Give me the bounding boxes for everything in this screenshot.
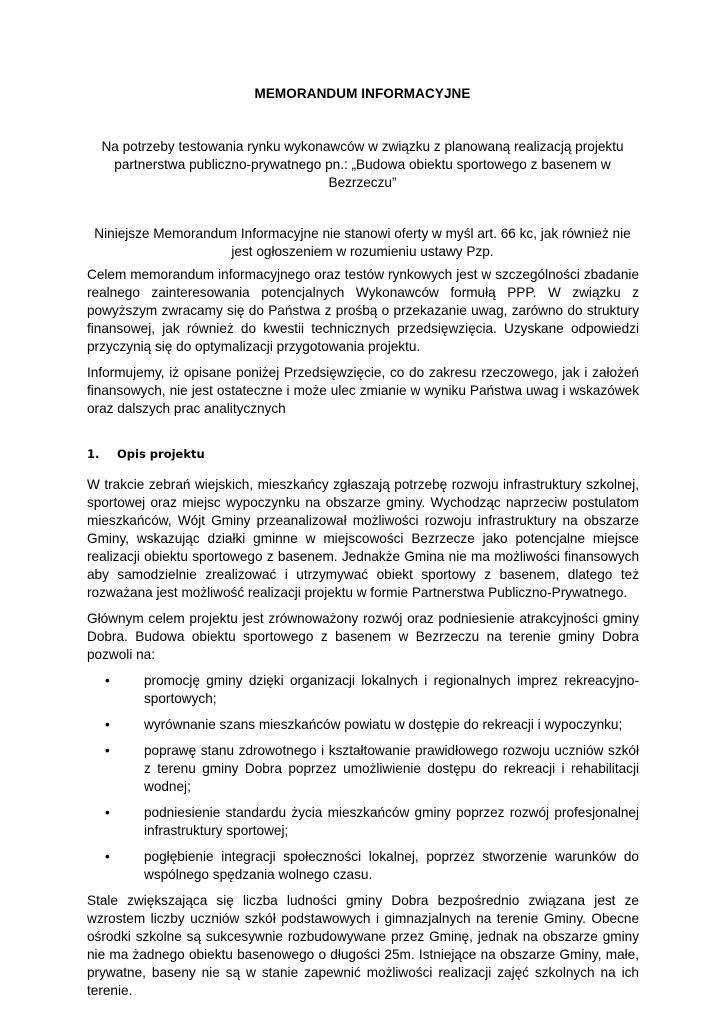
- section-paragraph: Stale zwiększająca się liczba ludności gminy Dobra bezpośrednio związana jest ze wzrostem liczby uczniów szkół podstawowych i gimnazjalnych na terenie Gminy. Obecne ośrodki szkolne są sukcesywnie rozbudowywane przez Gminę, jednak na obszarze gminy nie ma żadnego obiektu basenowego o długości 25m. Istniejące na obszarze Gminy, małe, prywatne, baseny nie są w stanie zapewnić możliwości realizacji zajęć szkolnych na ich terenie.: [87, 893, 639, 998]
- section-paragraph: W trakcie zebrań wiejskich, mieszkańcy zgłaszają potrzebę rozwoju infrastruktury szkolnej, sportowej oraz miejsc wypoczynku na obszarze gminy. Wychodząc naprzeciw postulatom mieszkańców, Wójt Gminy przeanalizował możliwości rozwoju infrastruktury na obszarze Gminy, wskazując działki gminne w miejscowości Bezrzecze jako potencjalne miejsce realizacji obiektu sportowego z basenem. Jednakże Gmina nie ma możliwości finansowych aby samodzielnie zrealizować i utrzymywać obiekt sportowy z basenem, dlatego też rozważana jest możliwość realizacji projektu w formie Partnerstwa Publiczno-Prywatnego.: [87, 477, 639, 600]
- intro-paragraph: Celem memorandum informacyjnego oraz testów rynkowych jest w szczególności zbadanie realnego zainteresowania potencjalnych Wykonawców formułą PPP. W związku z powyższym zwracamy się do Państwa z prośbą o przekazanie uwag, zarówno do struktury finansowej, jak również do kwestii technicznych przedsięwzięcia. Uzyskane odpowiedzi przyczynią się do optymalizacji przygotowania projektu.: [87, 267, 639, 354]
- bullet-icon: •: [105, 743, 110, 758]
- list-item: • wyrównanie szans mieszkańców powiatu w dostępie do rekreacji i wypoczynku;: [105, 717, 623, 732]
- bullet-icon: •: [105, 717, 110, 732]
- section-1: [87, 447, 639, 461]
- section-paragraph: Głównym celem projektu jest zrównoważony rozwój oraz podniesienie atrakcyjności gminy Dobra. Budowa obiektu sportowego z basenem w Bezrzeczu na terenie gminy Dobra pozwoli na:: [87, 611, 639, 662]
- intro-section: [87, 266, 639, 426]
- bullet-icon: •: [105, 849, 110, 864]
- list-item: • promocję gminy dzięki organizacji lokalnych i regionalnych imprez rekreacyjno-sportowych;: [105, 673, 639, 706]
- document-subtitle: Na potrzeby testowania rynku wykonawców w związku z planowaną realizacją projektu partnerstwa publiczno-prywatnego pn.: „Budowa obiektu sportowego z basenem w Bezrzeczu”: [101, 139, 624, 190]
- intro-paragraph: Informujemy, iż opisane poniżej Przedsięwzięcie, co do zakresu rzeczowego, jak i założeń finansowych, nie jest ostateczne i może ulec zmianie w wyniku Państwa uwag i wskazówek oraz dalszych prac analitycznych: [87, 365, 639, 416]
- section-heading: [87, 447, 639, 461]
- list-item: • podniesienie standardu życia mieszkańców gminy poprzez rozwój profesjonalnej infrastruktury sportowej;: [105, 805, 639, 838]
- list-item: • poprawę stanu zdrowotnego i kształtowanie prawidłowego rozwoju uczniów szkół z terenu gminy Dobra poprzez umożliwienie dostępu do rekreacji i rehabilitacji wodnej;: [105, 743, 639, 794]
- section-1-content: [87, 476, 639, 1008]
- document-title: MEMORANDUM INFORMACYJNE: [254, 86, 471, 101]
- bullet-icon: •: [105, 805, 110, 820]
- goals-list: [87, 672, 639, 884]
- section-heading-text: Opis projektu: [117, 447, 205, 461]
- bullet-icon: •: [105, 673, 110, 688]
- section-number: 1.: [87, 447, 100, 461]
- list-item: • pogłębienie integracji społeczności lokalnej, poprzez stworzenie warunków do wspólnego spędzania wolnego czasu.: [105, 849, 639, 882]
- legal-notice: Niniejsze Memorandum Informacyjne nie stanowi oferty w myśl art. 66 kc, jak również nie jest ogłoszeniem w rozumieniu ustawy Pzp.: [94, 226, 631, 259]
